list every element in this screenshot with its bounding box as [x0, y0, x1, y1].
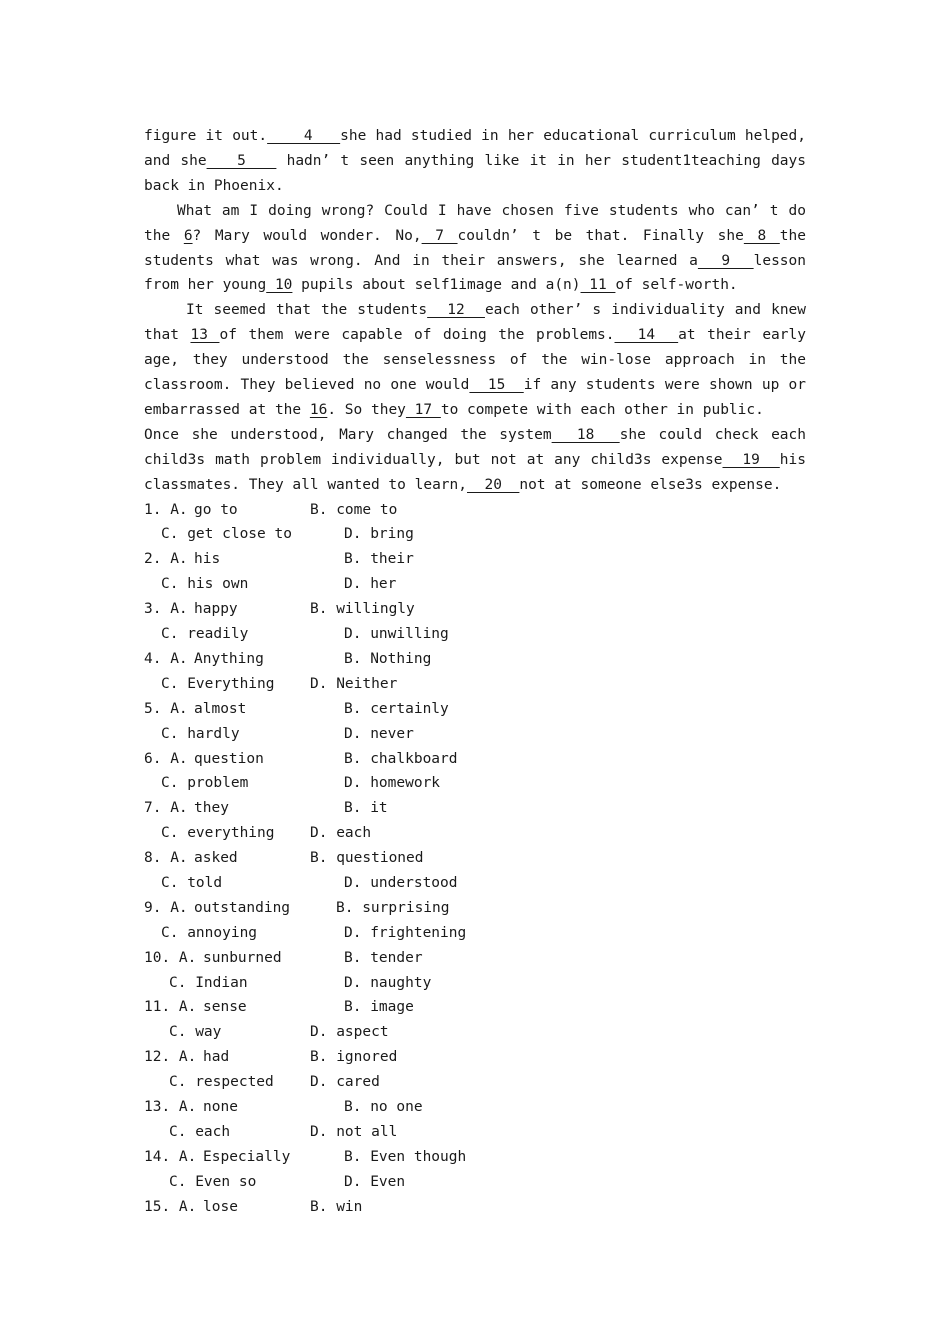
question-number: 7. A. — [144, 800, 188, 817]
option-b: B. come to — [310, 501, 398, 518]
question-row — [144, 1195, 806, 1220]
option-c: C. his own — [161, 576, 249, 593]
answer-options — [144, 498, 806, 1220]
option-d: D. understood — [344, 874, 458, 891]
question-row — [144, 1170, 806, 1195]
option-c: C. Everything — [161, 675, 275, 692]
option-a: lose — [203, 1198, 238, 1215]
option-b: B. surprising — [336, 899, 450, 916]
question-row — [144, 1020, 806, 1045]
option-c: C. annoying — [161, 924, 258, 941]
option-a: outstanding — [194, 899, 291, 916]
question-row — [144, 722, 806, 747]
option-d: D. bring — [344, 526, 414, 543]
option-a: had — [203, 1049, 230, 1066]
option-c: C. readily — [161, 626, 249, 643]
blank-16: 16 — [309, 401, 328, 418]
passage-text: lesson from her young — [144, 252, 806, 294]
passage-text: she had studied in her educational curriculum helped, and she — [144, 128, 806, 169]
passage-text: at their early age, they understood the senselessness of the win-lose approach in the classroom. They believed no one would — [144, 327, 806, 394]
question-number: 3. A. — [144, 601, 188, 618]
question-row — [144, 1045, 806, 1070]
option-b: B. tender — [344, 949, 423, 966]
passage-text: pupils about self1image and a(n) — [292, 277, 581, 294]
option-b: B. win — [310, 1198, 363, 1215]
question-number: 4. A. — [144, 650, 188, 667]
question-row — [144, 522, 806, 547]
option-a: they — [194, 800, 229, 817]
option-a: almost — [194, 700, 247, 717]
option-d: D. homework — [344, 775, 441, 792]
option-d: D. never — [344, 725, 414, 742]
question-number: 14. A. — [144, 1148, 197, 1165]
question-number: 13. A. — [144, 1098, 197, 1115]
question-number: 8. A. — [144, 850, 188, 867]
passage-text: hadn’ t seen anything like it in her student1teaching days back in Phoenix. — [144, 152, 807, 194]
option-c: C. Indian — [169, 974, 248, 991]
blank-11: 11 — [580, 277, 616, 294]
question-row — [144, 697, 806, 722]
passage-paragraph-1 — [144, 124, 806, 199]
question-row — [144, 672, 806, 697]
passage-text: each other’ s individuality and knew that — [144, 302, 807, 344]
option-d: D. Even — [344, 1173, 406, 1190]
passage-text: she could check each child3s math problem individually, but not at any child3s expense — [144, 426, 806, 468]
question-row — [144, 498, 806, 523]
option-a: happy — [194, 601, 238, 618]
option-d: D. cared — [310, 1074, 380, 1091]
question-row — [144, 1095, 806, 1120]
question-row — [144, 921, 806, 946]
option-d: D. her — [344, 576, 397, 593]
passage-text: figure it out. — [144, 128, 268, 144]
blank-18: 18 — [551, 426, 620, 443]
option-d: D. naughty — [344, 974, 432, 991]
option-b: B. image — [344, 999, 414, 1016]
passage-text: of self-worth. — [615, 277, 738, 294]
option-b: B. Even though — [344, 1148, 467, 1165]
passage-text: his classmates. They all wanted to learn, — [144, 451, 806, 493]
passage-text: What am I doing wrong? Could I have chosen five students who can’ t do the — [144, 202, 806, 244]
question-number: 6. A. — [144, 750, 188, 767]
passage-text: It seemed that the students — [186, 302, 428, 319]
question-row — [144, 896, 806, 921]
question-row — [144, 846, 806, 871]
option-d: D. frightening — [344, 924, 467, 941]
option-d: D. Neither — [310, 675, 398, 692]
blank-5: 5 — [206, 152, 277, 169]
question-row — [144, 796, 806, 821]
option-c: C. problem — [161, 775, 249, 792]
question-row — [144, 971, 806, 996]
question-number: 5. A. — [144, 700, 188, 717]
blank-6: 6 — [183, 227, 193, 244]
question-number: 2. A. — [144, 551, 188, 568]
option-a: his — [194, 551, 221, 568]
option-a: go to — [194, 501, 238, 518]
passage-text: couldn’ t be that. Finally she — [457, 227, 744, 244]
question-row — [144, 821, 806, 846]
passage-text: ? Mary would wonder. No, — [192, 227, 422, 244]
option-d: D. aspect — [310, 1024, 389, 1041]
option-c: C. told — [161, 874, 223, 891]
question-number: 9. A. — [144, 899, 188, 916]
option-d: D. each — [310, 825, 372, 842]
option-b: B. it — [344, 800, 388, 817]
option-a: sunburned — [203, 949, 282, 966]
blank-10: 10 — [266, 277, 293, 294]
question-number: 15. A. — [144, 1198, 197, 1215]
passage-paragraph-4 — [144, 423, 806, 498]
passage-text: to compete with each other in public. — [440, 401, 764, 418]
question-row — [144, 1145, 806, 1170]
option-c: C. way — [169, 1024, 222, 1041]
option-a: asked — [194, 850, 238, 867]
passage-text: Once she understood, Mary changed the system — [144, 426, 552, 443]
passage-paragraph-2 — [144, 199, 806, 299]
option-b: B. chalkboard — [344, 750, 458, 767]
option-a: question — [194, 750, 264, 767]
question-row — [144, 647, 806, 672]
option-d: D. unwilling — [344, 626, 449, 643]
question-row — [144, 946, 806, 971]
question-row — [144, 747, 806, 772]
question-row — [144, 871, 806, 896]
blank-14: 14 — [614, 327, 679, 344]
blank-8: 8 — [743, 227, 780, 244]
option-b: B. certainly — [344, 700, 449, 717]
question-row — [144, 547, 806, 572]
question-number: 1. A. — [144, 501, 188, 518]
passage-text: the students what was wrong. And in their answers, she learned a — [144, 227, 806, 269]
option-c: C. get close to — [161, 526, 292, 543]
blank-9: 9 — [697, 252, 754, 269]
option-d: D. not all — [310, 1123, 398, 1140]
blank-15: 15 — [469, 377, 524, 394]
option-b: B. ignored — [310, 1049, 398, 1066]
option-c: C. everything — [161, 825, 275, 842]
passage-text: of them were capable of doing the problems. — [219, 327, 615, 344]
blank-17: 17 — [405, 401, 441, 418]
passage-paragraph-3 — [144, 298, 806, 423]
blank-12: 12 — [427, 302, 485, 319]
option-a: sense — [203, 999, 247, 1016]
blank-19: 19 — [722, 451, 780, 468]
blank-13: 13 — [190, 327, 220, 344]
option-a: Especially — [203, 1148, 291, 1165]
question-row — [144, 1070, 806, 1095]
passage-text: if any students were shown up or embarrassed at the — [144, 377, 806, 418]
option-c: C. Even so — [169, 1173, 257, 1190]
option-c: C. hardly — [161, 725, 240, 742]
question-number: 10. A. — [144, 949, 197, 966]
option-b: B. their — [344, 551, 414, 568]
question-row — [144, 771, 806, 796]
question-row — [144, 572, 806, 597]
passage-text: not at someone else3s expense. — [519, 476, 782, 493]
passage-text: . So they — [327, 401, 406, 418]
question-row — [144, 622, 806, 647]
question-row — [144, 1120, 806, 1145]
option-c: C. respected — [169, 1074, 274, 1091]
question-row — [144, 597, 806, 622]
option-b: B. questioned — [310, 850, 424, 867]
blank-4: 4 — [267, 128, 341, 144]
question-number: 11. A. — [144, 999, 197, 1016]
option-a: none — [203, 1098, 238, 1115]
question-number: 12. A. — [144, 1049, 197, 1066]
option-b: B. no one — [344, 1098, 423, 1115]
blank-7: 7 — [421, 227, 458, 244]
document-page — [144, 124, 806, 1219]
option-c: C. each — [169, 1123, 231, 1140]
blank-20: 20 — [467, 476, 520, 493]
option-b: B. Nothing — [344, 650, 432, 667]
question-row — [144, 995, 806, 1020]
option-b: B. willingly — [310, 601, 415, 618]
option-a: Anything — [194, 650, 264, 667]
